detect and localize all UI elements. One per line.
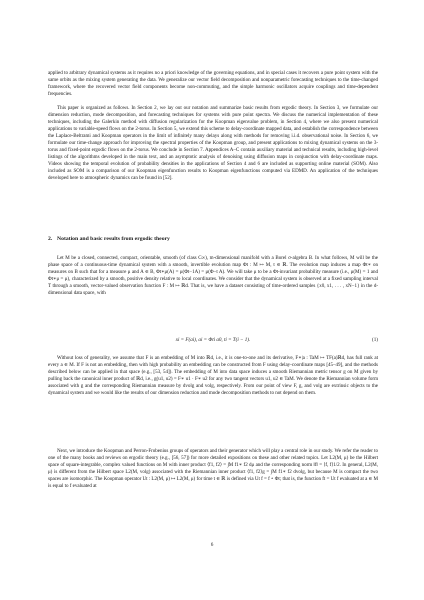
intro-paragraph-continued: applied to arbitrary dynamical systems as it requires no a priori knowledge of the governing equations, and in special cases it recovers a pure point system with the same orbits as the mixing system generating the data. We generalize our vector field decomposition and nonparametric forecasting techniques to the time-changed framework, where the recovered vector field components become non-commuting, and the simple harmonic oscillators acquire couplings and time-dependent frequencies.: [48, 70, 378, 98]
section-2-heading: [48, 236, 378, 243]
koopman-paragraph: Next, we introduce the Koopman and Perron-Frobenius groups of operators and their generator which will play a central role in our study. We refer the reader to one of the many books and reviews on ergodic theory (e.g., [56, 57]) for more detailed expositions on these and other related topics. Let L2(M, μ) be the Hilbert space of square-integrable, complex valued functions on M with inner product ⟨f1, f2⟩ = ∫M f1∗ f2 dμ and the corresponding norm ‖f‖ = ⟨f, f⟩1/2. In general, L2(M, μ) is different from the Hilbert space L2(M, volg) associated with the Riemannian inner product ⟨f1, f2⟩g = ∫M f1∗ f2 dvolg, but because M is compact the two spaces are isomorphic. The Koopman operator Ut : L2(M, μ) ↦ L2(M, μ) for time t ∈ ℝ is defined via Ut f = f ∘ Φt; that is, the function ft = Ut f evaluated at a ∈ M is equal to f evaluated at: [48, 448, 378, 490]
page-number: 6: [210, 542, 214, 548]
equation-1-expression: xi = F(ai), ai = Φti a0, ti = T(i − 1).: [175, 337, 251, 343]
section-number: 2.: [48, 236, 53, 242]
section-title: Notation and basic results from ergodic theory: [57, 236, 170, 242]
equation-1: [48, 336, 378, 344]
embedding-paragraph: Without loss of generality, we assume that F is an embedding of M into ℝd, i.e., it is one-to-one and its derivative, F∗|a : TaM ↦ TF(a)ℝd, has full rank at every a ∈ M. If F is not an embedding, then with high probability an embedding can be constructed from F using delay-coordinate maps [45–49], and the methods described below can be applied in that space (e.g., [53, 54]). The embedding of M into data space induces a smooth Riemannian metric tensor g on M given by pulling back the canonical inner product of ℝd, i.e., g(u1, u2) = F∗ u1 · F∗ u2 for any two tangent vectors u1, u2 ∈ TaM. We denote the Riemannian volume form associated with g and the corresponding Riemannian measure by dvolg and volg, respectively. From our point of view F, g, and volg are extrinsic objects to the dynamical system and we would like the results of our dimension reduction and mode decomposition methods to not depend on them.: [48, 355, 378, 397]
organization-paragraph: This paper is organized as follows. In Section 2, we lay out our notation and summarize basic results from ergodic theory. In Section 3, we formulate our dimension reduction, mode decomposition, and forecasting techniques for systems with pure point spectra. We discuss the numerical implementation of these techniques, including the Galerkin method with diffusion regularization for the Koopman eigenvalue problem, in Section 4, where we also present numerical applications to variable-speed flows on the 2-torus. In Section 5, we extend this scheme to delay-coordinate mapped data, and establish the correspondence between the Laplace-Beltrami and Koopman operators in the limit of infinitely many delays along with methods for removing i.i.d. observational noise. In Section 6, we formulate our time-change approach for improving the spectral properties of the Koopman group, and present applications to mixing dynamical systems on the 3-torus and fixed-point ergodic flows on the 2-torus. We conclude in Section 7. Appendices A–C contain auxiliary material and technical results, including high-level listings of the algorithms developed in the main text, and an asymptotic analysis of denoising using diffusion maps in conjunction with delay-coordinate maps. Videos showing the temporal evolution of probability densities in the applications of Section 4 and 6 are included as supporting online material (SOM). Also included as SOM is a comparison of our Koopman eigenfunction results to Koopman eigenfunctions computed via EDMD. An application of the techniques developed here to atmospheric dynamics can be found in [52].: [48, 105, 378, 182]
equation-1-number: (1): [372, 337, 378, 343]
setup-paragraph: Let M be a closed, connected, compact, orientable, smooth (of class C∞), m-dimensional manifold with a Borel σ-algebra B. In what follows, M will be the phase space of a continuous-time dynamical system with a smooth, invertible evolution map Φt : M ↦ M, t ∈ ℝ. The evolution map induces a map Φt∗ on measures on B such that for a measure μ and A ∈ B, Φt∗μ(A) = μ(Φt−1A) = μ(Φ−t A). We will take μ to be a Φt-invariant probability measure (i.e., μ(M) = 1 and Φt∗μ = μ), characterized by a smooth, positive density relative to local coordinates. We consider that the dynamical system is observed at a fixed sampling interval T through a smooth, vector-valued observation function F : M ↦ ℝd. That is, we have a dataset consisting of time-ordered samples {x0, x1, . . . , xN−1} in the d-dimensional data space, with: [48, 255, 378, 297]
